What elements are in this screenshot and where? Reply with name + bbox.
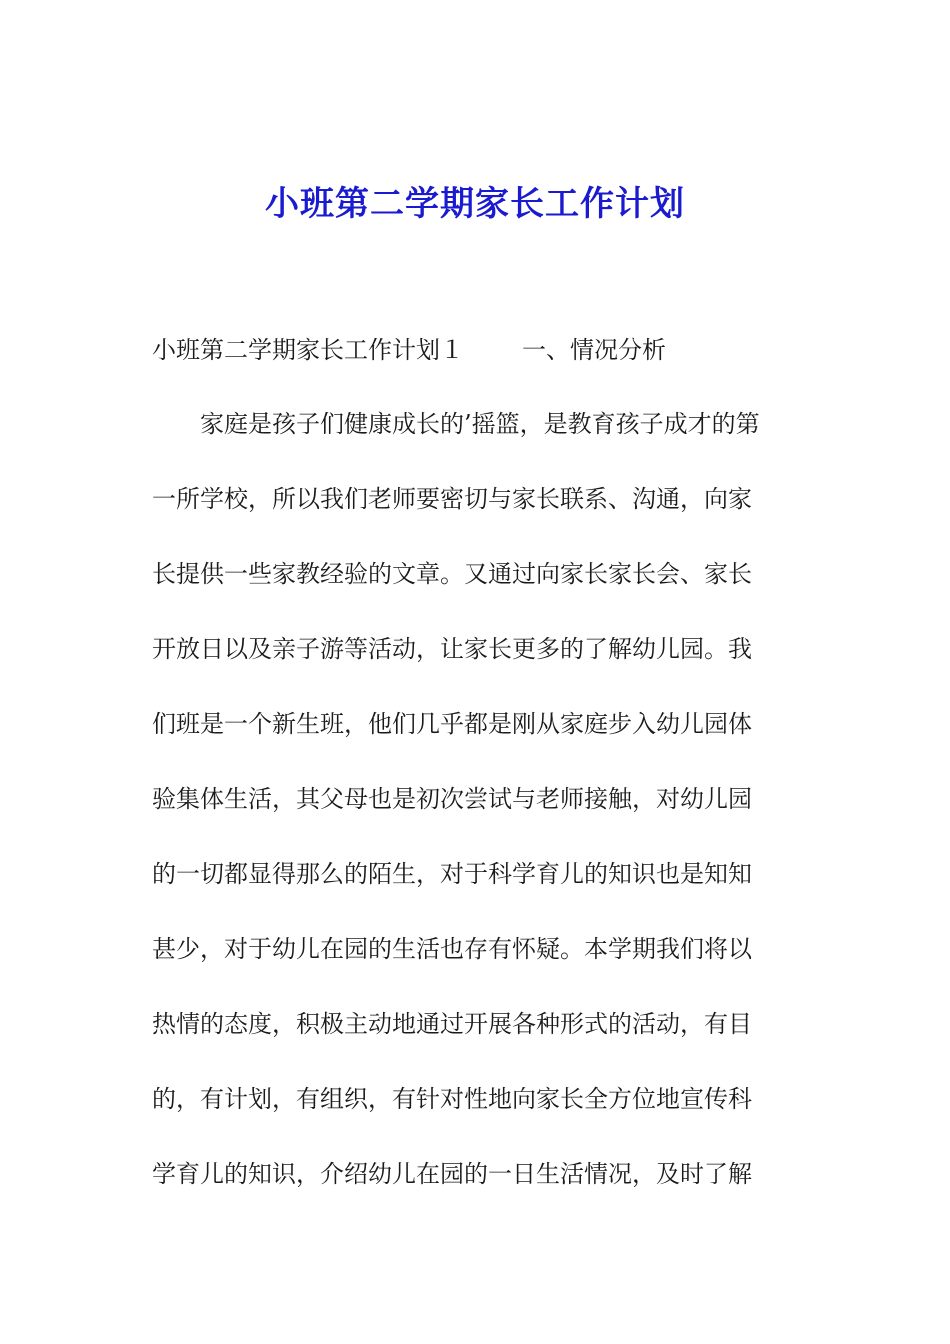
paragraph-line: 热情的态度，积极主动地通过开展各种形式的活动，有目 — [152, 1010, 752, 1038]
paragraph-line: 学育儿的知识，介绍幼儿在园的一日生活情况，及时了解 — [152, 1160, 752, 1188]
paragraph-line: 的一切都显得那么的陌生，对于科学育儿的知识也是知知 — [152, 860, 752, 888]
section-title-situation-analysis: 一、情况分析 — [522, 336, 666, 364]
section-heading — [152, 332, 666, 368]
paragraph-line: 开放日以及亲子游等活动，让家长更多的了解幼儿园。我 — [152, 635, 752, 663]
plan-heading: 小班第二学期家长工作计划１ — [152, 336, 464, 364]
document-title: 小班第二学期家长工作计划 — [265, 184, 685, 224]
paragraph-line: 长提供一些家教经验的文章。又通过向家长家长会、家长 — [152, 560, 752, 588]
paragraph-body — [152, 406, 800, 1231]
paragraph-line: 的，有计划，有组织，有针对性地向家长全方位地宣传科 — [152, 1085, 752, 1113]
paragraph-line: 家庭是孩子们健康成长的’摇篮，是教育孩子成才的第 — [152, 410, 760, 438]
paragraph-line: 甚少，对于幼儿在园的生活也存有怀疑。本学期我们将以 — [152, 935, 752, 963]
paragraph-line: 们班是一个新生班，他们几乎都是刚从家庭步入幼儿园体 — [152, 710, 752, 738]
paragraph-line: 验集体生活，其父母也是初次尝试与老师接触，对幼儿园 — [152, 785, 752, 813]
paragraph-line: 一所学校，所以我们老师要密切与家长联系、沟通，向家 — [152, 485, 752, 513]
